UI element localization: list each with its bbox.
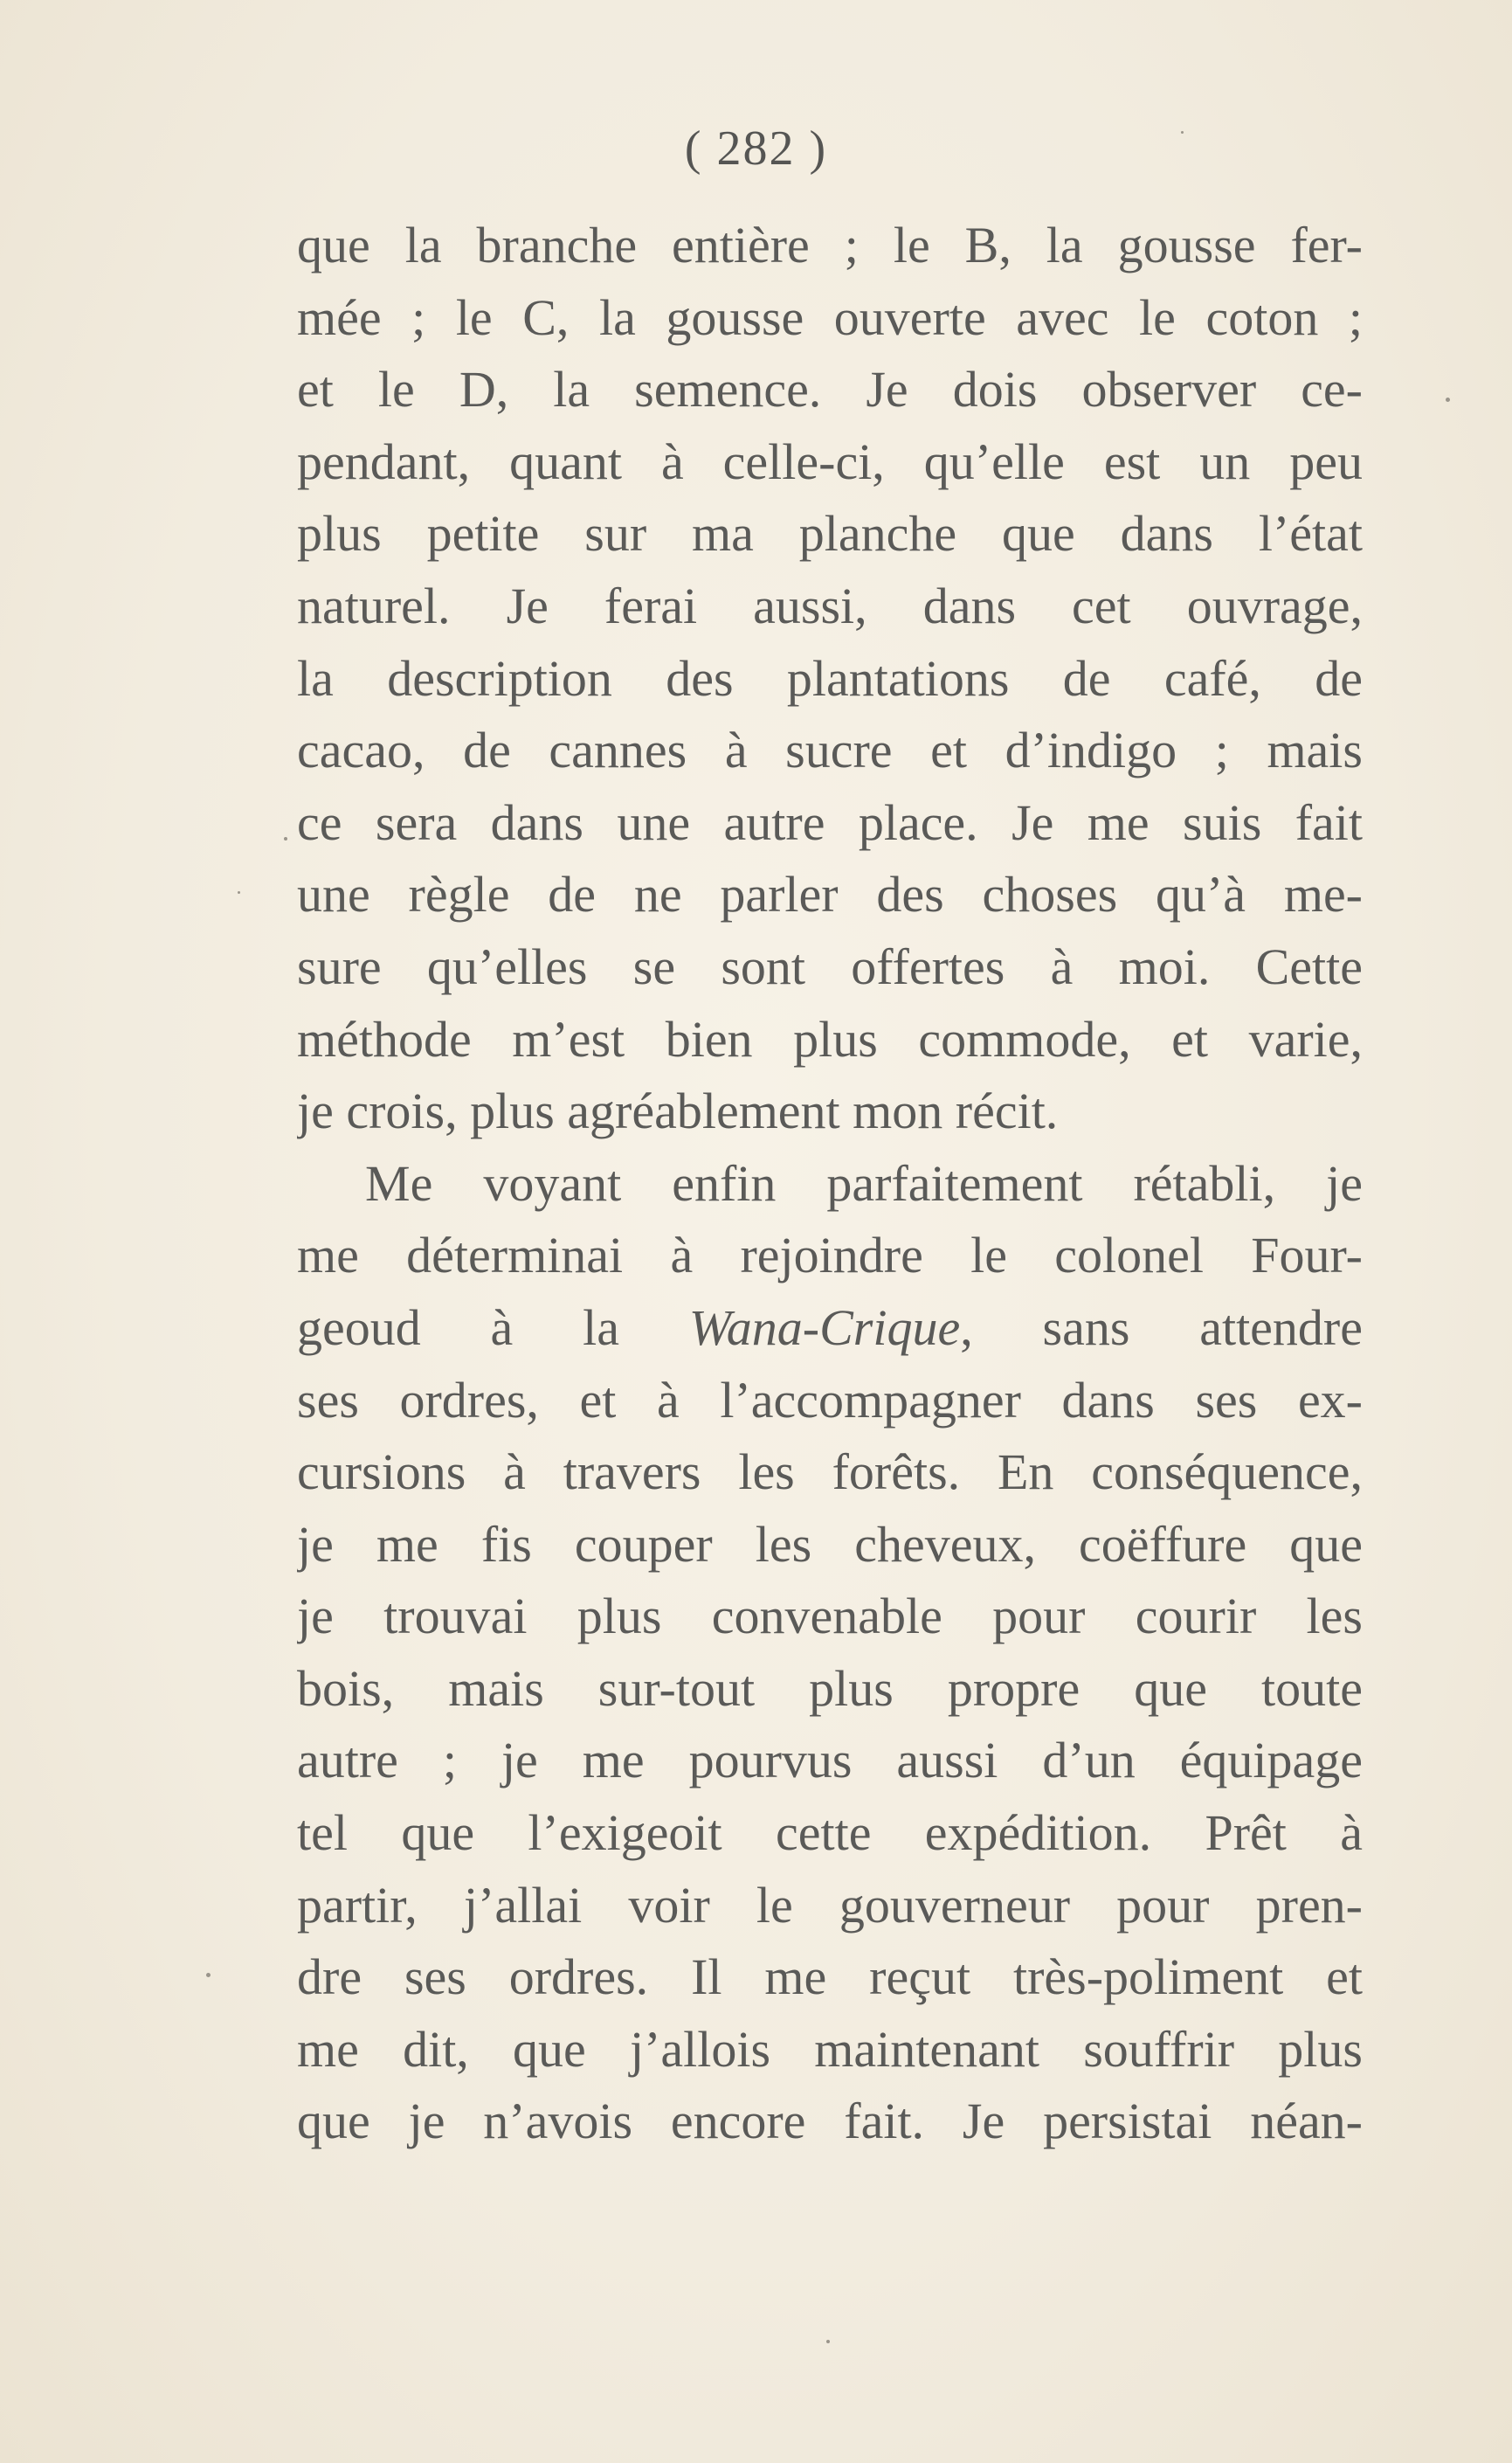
text-segment: , sans attendre (960, 1298, 1363, 1356)
page-number: ( 282 ) (684, 121, 828, 176)
text-line: méthode m’est bien plus commode, et varie, (297, 1010, 1363, 1068)
text-line: la description des plantations de café, de (297, 649, 1363, 707)
text-segment: geoud à la (297, 1298, 689, 1356)
paper-speck (206, 1973, 211, 1977)
text-line: et le D, la semence. Je dois observer ce- (297, 361, 1363, 419)
text-line: naturel. Je ferai aussi, dans cet ouvrage, (297, 577, 1363, 634)
paper-speck (284, 837, 287, 841)
text-line: cacao, de cannes à sucre et d’indigo ; mais (297, 722, 1363, 779)
text-line: pendant, quant à celle-ci, qu’elle est un peu (297, 432, 1363, 490)
paper-speck (238, 891, 240, 894)
text-line-with-italic (297, 1292, 1363, 1365)
text-line: autre ; je me pourvus aussi d’un équipage (297, 1732, 1363, 1789)
italic-place-name: Wana-Crique (688, 1298, 961, 1356)
text-line: bois, mais sur-tout plus propre que toute (297, 1659, 1363, 1717)
text-line: me dit, que j’allois maintenant souffrir plus (297, 2020, 1363, 2078)
paragraph-2 (297, 1148, 1363, 2158)
paragraph-1 (297, 210, 1363, 1148)
text-line: une règle de ne parler des choses qu’à me- (297, 866, 1363, 924)
body-text (297, 210, 1363, 2158)
text-line: plus petite sur ma planche que dans l’état (297, 505, 1363, 563)
text-line: cursions à travers les forêts. En conséquence, (297, 1443, 1363, 1501)
text-line: me déterminai à rejoindre le colonel Four- (297, 1227, 1363, 1284)
text-line: Me voyant enfin parfaitement rétabli, je (365, 1154, 1363, 1212)
text-line: ce sera dans une autre place. Je me suis fait (297, 793, 1363, 851)
text-line: partir, j’allai voir le gouverneur pour pren- (297, 1876, 1363, 1934)
paper-speck (1181, 131, 1184, 134)
text-line: je trouvai plus convenable pour courir les (297, 1588, 1363, 1645)
text-line: sure qu’elles se sont offertes à moi. Cette (297, 937, 1363, 995)
paper-speck (1446, 398, 1450, 402)
text-line: ses ordres, et à l’accompagner dans ses ex- (297, 1371, 1363, 1429)
text-line: je crois, plus agréablement mon récit. (297, 1083, 1059, 1140)
paper-speck (826, 2340, 830, 2343)
text-line: que je n’avois encore fait. Je persistai néan- (297, 2093, 1363, 2150)
text-line: que la branche entière ; le B, la gousse fer- (297, 217, 1363, 273)
text-line: mée ; le C, la gousse ouverte avec le coton ; (297, 288, 1363, 346)
text-line: dre ses ordres. Il me reçut très-poliment et (297, 1948, 1363, 2006)
text-line: tel que l’exigeoit cette expédition. Prêt à (297, 1804, 1363, 1862)
text-line: je me fis couper les cheveux, coëffure que (297, 1515, 1363, 1573)
